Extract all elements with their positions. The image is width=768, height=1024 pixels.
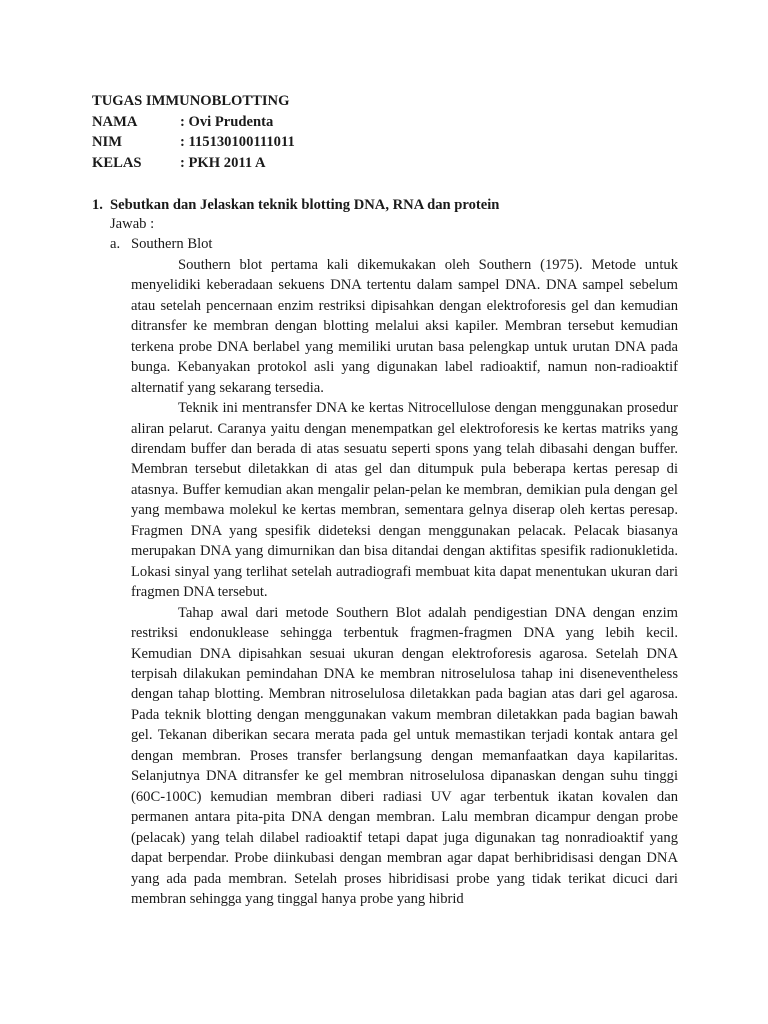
paragraph: Tahap awal dari metode Southern Blot adalah pendigestian DNA dengan enzim restriksi endonuklease sehingga terbentuk fragmen-fragmen DNA yang lebih kecil. Kemudian DNA dipisahkan sesuai ukuran dengan elektroforesis agarosa. Setelah DNA terpisah dilakukan pemindahan DNA ke membran nitroselulosa tahap ini diseneventheless dengan tahap blotting. Membran nitroselulosa diletakkan pada bagian atas dari gel agarosa. Pada teknik blotting dengan menggunakan vakum membran diletakkan pada bagian bawah gel. Tekanan diberikan secara merata pada gel untuk memastikan terjadi kontak antara gel dengan membran. Proses transfer berlangsung dengan memanfaatkan daya kapilaritas. Selanjutnya DNA ditransfer ke gel membran nitroselulosa dipanaskan dengan suhu tinggi (60C-100C) kemudian membran diberi radiasi UV agar terbentuk ikatan kovalen dan permanen antara pita-pita DNA dengan membran. Lalu membran dicampur dengan probe (pelacak) yang telah dilabel radioaktif tetapi dapat juga digunakan tag nonradioaktif yang dapat berpendar. Probe diinkubasi dengan membran agar dapat berhibridisasi dengan DNA yang ada pada membran. Setelah proses hibridisasi probe yang tidak terikat dicuci dari membran sehingga yang tinggal hanya probe yang hibrid xyxy=(131,604,678,907)
section-title: Southern Blot xyxy=(131,236,213,253)
section-content xyxy=(131,255,678,910)
field-label: NIM xyxy=(92,134,122,150)
answer-label: Jawab : xyxy=(110,216,155,232)
field-kelas xyxy=(92,153,295,174)
field-label: KELAS xyxy=(92,154,142,171)
field-label: NAMA xyxy=(92,113,138,130)
document-title: TUGAS IMMUNOBLOTTING xyxy=(92,93,290,109)
field-value: : 115130100111011 xyxy=(180,134,295,150)
field-nama xyxy=(92,112,295,133)
field-nim xyxy=(92,132,295,153)
document-header xyxy=(92,91,295,173)
answer-body xyxy=(110,214,678,909)
paragraph: Southern blot pertama kali dikemukakan oleh Southern (1975). Metode untuk menyelidiki keberadaan sekuens DNA tertentu dalam sampel DNA. DNA sampel sebelum atau setelah pencernaan enzim restriksi dipisahkan dengan elektroforesis gel dan kemudian ditransfer ke membran dengan blotting melalui aksi kapiler. Membran tersebut kemudian terkena probe DNA berlabel yang memiliki urutan basa pelengkap untuk urutan DNA pada bunga. Kebanyakan protokol asli yang digunakan label radioaktif, namun non-radioaktif alternatif yang sekarang tersedia. xyxy=(131,256,678,396)
question-heading xyxy=(92,195,499,215)
field-value: : Ovi Prudenta xyxy=(180,113,274,130)
question-number: 1. xyxy=(92,197,103,213)
section-letter: a. xyxy=(110,236,121,253)
question-text: Sebutkan dan Jelaskan teknik blotting DNA, RNA dan protein xyxy=(110,197,500,213)
paragraph: Teknik ini mentransfer DNA ke kertas Nitrocellulose dengan menggunakan prosedur aliran pelarut. Caranya yaitu dengan menempatkan gel elektroforesis ke kertas matriks yang direndam buffer dan berada di atas sesuatu seperti spons yang telah dibasahi dengan buffer. Membran tersebut diletakkan di atas gel dan ditumpuk pula beberapa kertas peresap di atasnya. Buffer kemudian akan mengalir pelan-pelan ke membran, demikian pula dengan gel yang membawa molekul ke kertas membran, sementara gelnya diserap oleh kertas peresap. Fragmen DNA yang spesifik dideteksi dengan menggunakan pelacak. Pelacak biasanya merupakan DNA yang dimurnikan dan bisa ditandai dengan aktifitas spesifik radionukletida. Lokasi sinyal yang terlihat setelah autradiografi membuat kita dapat menentukan ukuran dari fragmen DNA tersebut. xyxy=(131,400,678,601)
field-value: : PKH 2011 A xyxy=(180,154,266,171)
section-heading xyxy=(110,234,678,254)
